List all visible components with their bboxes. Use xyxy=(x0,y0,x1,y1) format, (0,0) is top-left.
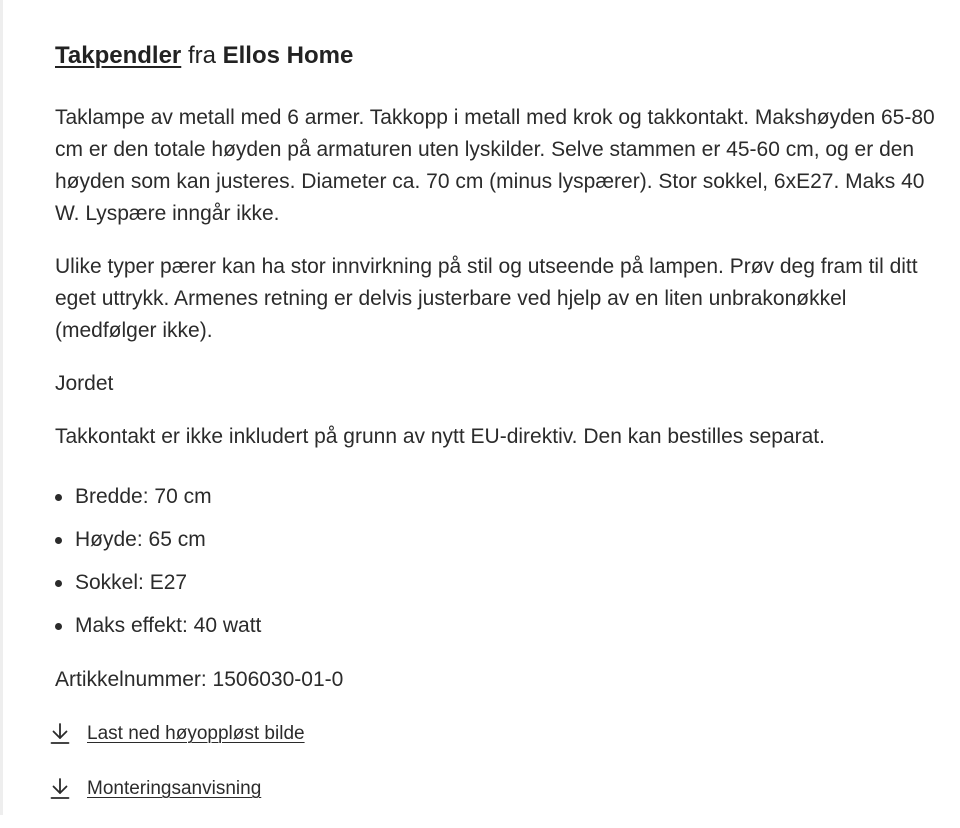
title-connector: fra xyxy=(187,42,216,69)
grounded-note: Jordet xyxy=(55,372,114,395)
product-description xyxy=(55,38,935,828)
spec-item-height xyxy=(55,524,935,556)
bullet-icon xyxy=(55,537,62,544)
spec-text: Maks effekt: 40 watt xyxy=(75,614,262,637)
download-hires-image-link[interactable] xyxy=(50,718,935,750)
mounting-instructions-label: Monteringsanvisning xyxy=(87,778,262,799)
download-hires-image-label: Last ned høyoppløst bilde xyxy=(87,723,305,744)
bullet-icon xyxy=(55,494,62,501)
spec-item-max-power xyxy=(55,610,935,642)
product-name-link[interactable]: Takpendler xyxy=(55,42,182,69)
spec-list xyxy=(55,481,935,642)
mounting-instructions-link[interactable] xyxy=(50,773,935,805)
description-paragraph: Ulike typer pærer kan ha stor innvirkning på stil og utseende på lampen. Prøv deg fram til ditt eget uttrykk. Armenes retning er delvis justerbare ved hjelp av en liten unbrakonøkkel (medfølger ikke). xyxy=(55,255,918,342)
spec-item-width xyxy=(55,481,935,513)
download-icon xyxy=(50,778,70,800)
bullet-icon xyxy=(55,580,62,587)
download-icon xyxy=(50,723,70,745)
spec-item-socket xyxy=(55,567,935,599)
left-divider xyxy=(0,0,3,815)
spec-text: Høyde: 65 cm xyxy=(75,528,206,551)
bullet-icon xyxy=(55,623,62,630)
product-title xyxy=(55,38,935,74)
spec-text: Bredde: 70 cm xyxy=(75,485,212,508)
spec-text: Sokkel: E27 xyxy=(75,571,188,594)
article-number: Artikkelnummer: 1506030-01-0 xyxy=(55,668,344,691)
brand-name: Ellos Home xyxy=(222,42,354,69)
ceiling-outlet-note: Takkontakt er ikke inkludert på grunn av nytt EU-direktiv. Den kan bestilles separat. xyxy=(55,425,825,448)
description-paragraph: Taklampe av metall med 6 armer. Takkopp i metall med krok og takkontakt. Makshøyden 65-80 cm er den totale høyden på armaturen uten lyskilder. Selve stammen er 45-60 cm, og er den høyden som kan justeres. Diameter ca. 70 cm (minus lyspærer). Stor sokkel, 6xE27. Maks 40 W. Lyspære inngår ikke. xyxy=(55,106,935,225)
